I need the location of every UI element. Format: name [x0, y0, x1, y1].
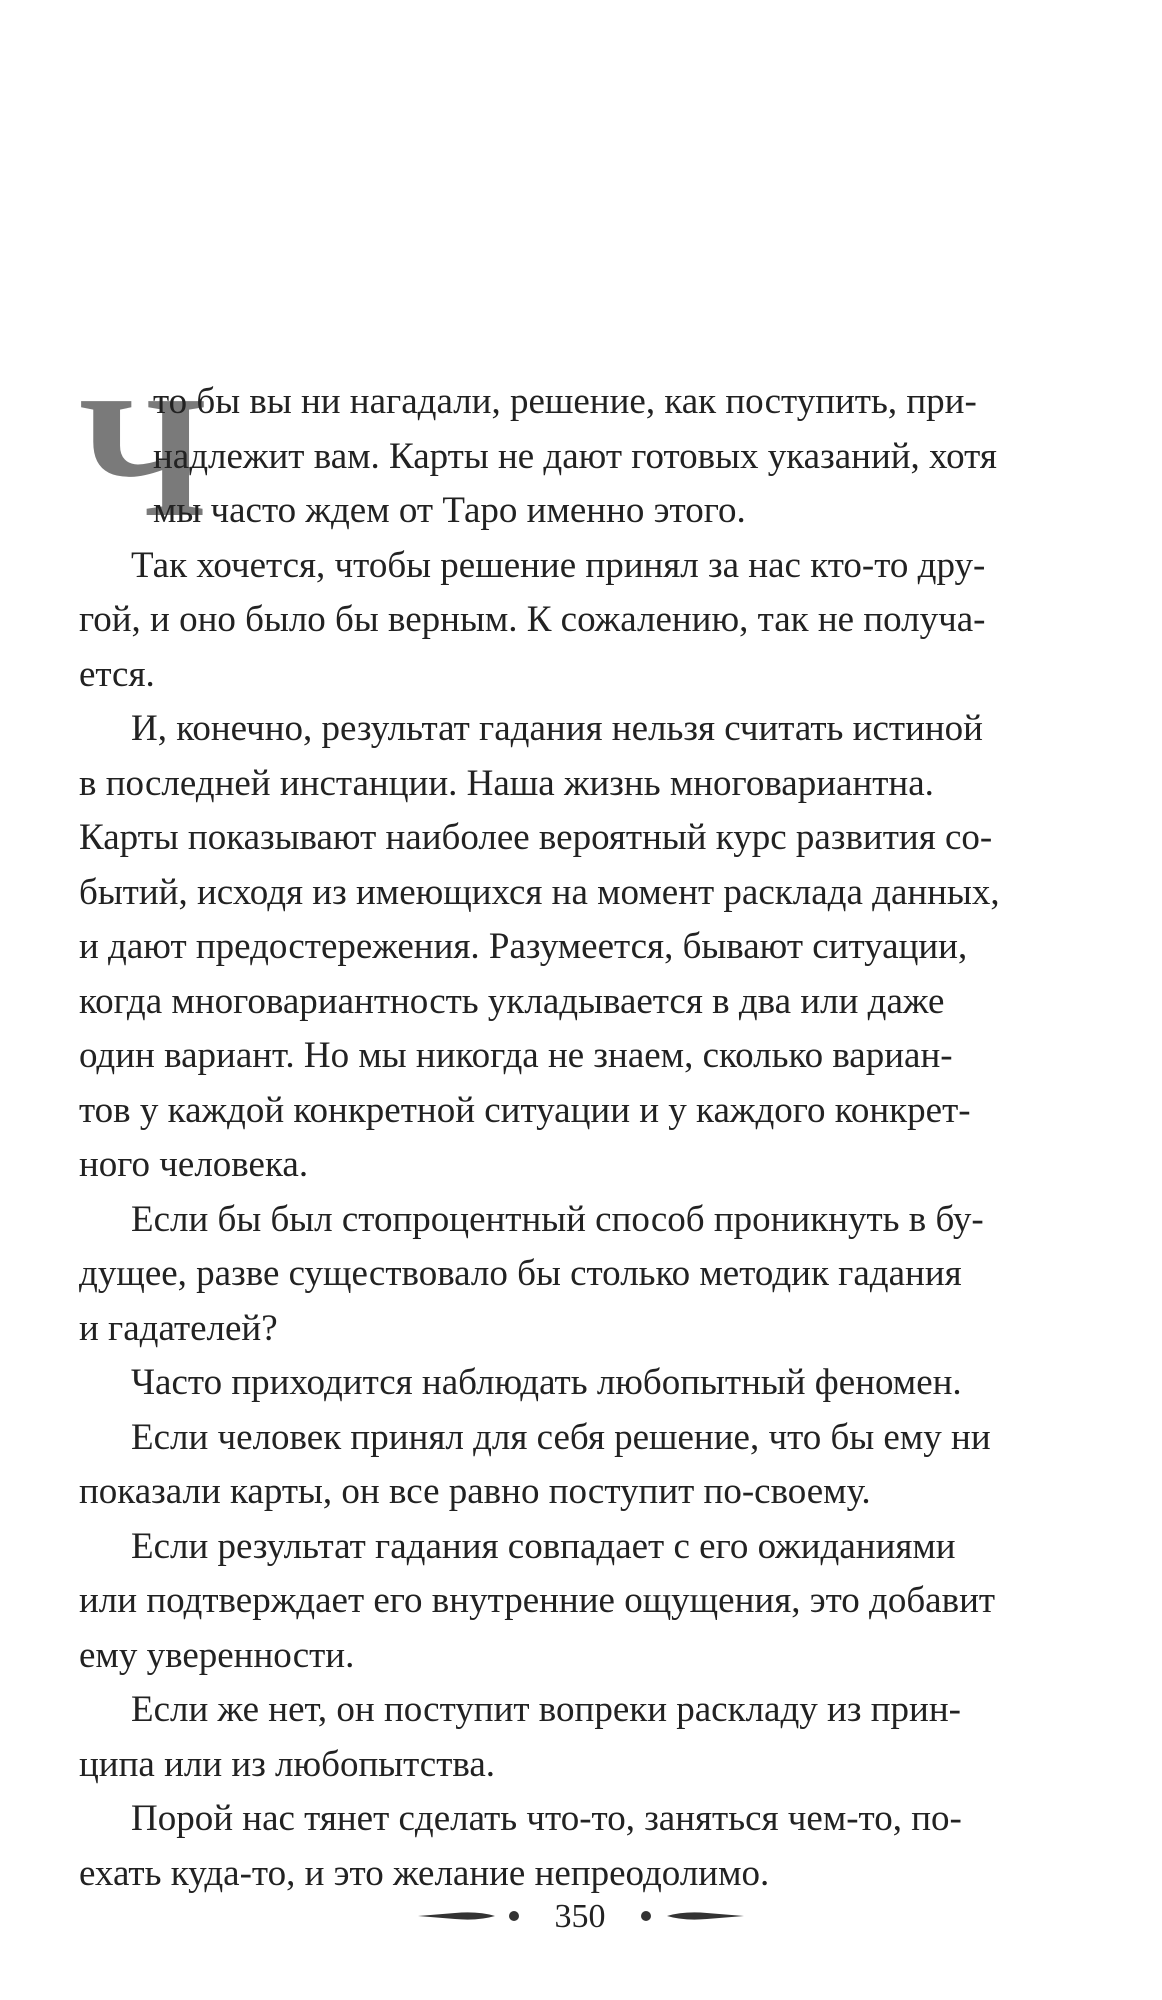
- text-line: ему уверенности.: [79, 1634, 355, 1676]
- text-line: Если бы был стопроцентный способ проникнуть в бу-: [131, 1198, 984, 1240]
- text-line: Если результат гадания совпадает с его ожиданиями: [131, 1525, 956, 1567]
- text-line: Так хочется, чтобы решение принял за нас кто-то дру-: [131, 544, 986, 586]
- text-line: показали карты, он все равно поступит по-своему.: [79, 1471, 871, 1512]
- text-line: и гадателей?: [79, 1307, 278, 1349]
- page-number: 350: [554, 1898, 606, 1935]
- text-line: Часто приходится наблюдать любопытный феномен.: [131, 1362, 962, 1403]
- text-line: мы часто ждем от Таро именно этого.: [153, 490, 746, 531]
- page-number-footer: [0, 1889, 1162, 1943]
- text-line: один вариант. Но мы никогда не знаем, сколько вариан-: [79, 1035, 953, 1076]
- text-line: Карты показывают наиболее вероятный курс развития со-: [79, 817, 993, 858]
- text-line: в последней инстанции. Наша жизнь многовариантна.: [79, 762, 934, 804]
- text-line: гой, и оно было бы верным. К сожалению, так не получа-: [79, 599, 986, 640]
- text-line: Порой нас тянет сделать что-то, заняться чем-то, по-: [131, 1798, 962, 1839]
- text-line: Если человек принял для себя решение, что бы ему ни: [131, 1416, 991, 1458]
- text-line: и дают предостережения. Разумеется, бывают ситуации,: [79, 926, 968, 967]
- text-line: ется.: [79, 653, 155, 695]
- text-line: ципа или из любопытства.: [79, 1743, 496, 1785]
- text-line: дущее, разве существовало бы столько методик гадания: [79, 1253, 962, 1294]
- text-line: ехать куда-то, и это желание непреодолимо.: [79, 1852, 770, 1894]
- text-line: бытий, исходя из имеющихся на момент расклада данных,: [79, 871, 1000, 913]
- text-line: то бы вы ни нагадали, решение, как поступить, при-: [153, 381, 977, 422]
- drop-cap: Ч: [79, 360, 207, 553]
- text-line: ного человека.: [79, 1144, 309, 1185]
- text-line: когда многовариантность укладывается в два или даже: [79, 980, 945, 1022]
- text-line: тов у каждой конкретной ситуации и у каждого конкрет-: [79, 1089, 971, 1131]
- text-line: или подтверждает его внутренние ощущения, это добавит: [79, 1580, 996, 1621]
- text-line: И, конечно, результат гадания нельзя считать истиной: [131, 708, 983, 749]
- text-line: надлежит вам. Карты не дают готовых указаний, хотя: [153, 435, 997, 477]
- text-line: Если же нет, он поступит вопреки раскладу из прин-: [131, 1689, 961, 1730]
